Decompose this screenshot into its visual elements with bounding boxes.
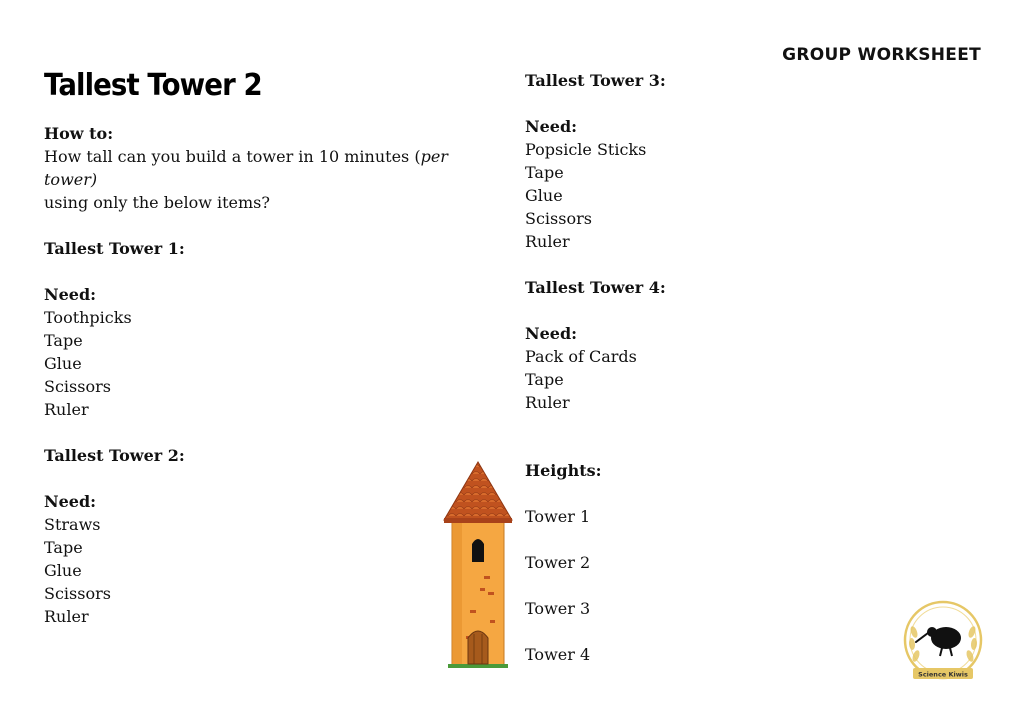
- tower-1-heading: Tallest Tower 1:: [44, 239, 185, 258]
- tower-2-need: Need:: [44, 492, 97, 511]
- intro-section: [44, 122, 484, 214]
- list-item: Pack of Cards: [525, 347, 637, 366]
- logo-text: Science Kiwis: [918, 670, 968, 679]
- tower-4-heading: Tallest Tower 4:: [525, 278, 666, 297]
- list-item: Scissors: [44, 584, 111, 603]
- worksheet-label: GROUP WORKSHEET: [782, 45, 981, 65]
- tower-3-need: Need:: [525, 117, 578, 136]
- list-item: Glue: [525, 186, 563, 205]
- heights-section: [525, 459, 602, 689]
- list-item: Glue: [44, 354, 82, 373]
- list-item: Ruler: [44, 607, 89, 626]
- intro-heading: How to:: [44, 124, 114, 143]
- height-row-1: Tower 1: [525, 507, 591, 526]
- list-item: Straws: [44, 515, 101, 534]
- height-row-2: Tower 2: [525, 553, 591, 572]
- tower-4-need: Need:: [525, 324, 578, 343]
- height-row-3: Tower 3: [525, 599, 591, 618]
- tower-1-need: Need:: [44, 285, 97, 304]
- intro-text: How tall can you build a tower in 10 minutes (per tower) using only the below items?: [44, 147, 448, 212]
- tower-illustration: [440, 460, 516, 676]
- science-kiwis-logo: [898, 598, 988, 694]
- list-item: Tape: [525, 163, 564, 182]
- height-row-4: Tower 4: [525, 645, 591, 664]
- heights-heading: Heights:: [525, 461, 602, 480]
- page-title: Tallest Tower 2: [44, 68, 262, 103]
- intro-italic: per tower): [44, 147, 448, 189]
- list-item: Scissors: [44, 377, 111, 396]
- list-item: Tape: [44, 538, 83, 557]
- left-column: [44, 237, 185, 628]
- tower-2-heading: Tallest Tower 2:: [44, 446, 185, 465]
- list-item: Popsicle Sticks: [525, 140, 647, 159]
- tower-3-heading: Tallest Tower 3:: [525, 71, 666, 90]
- list-item: Tape: [525, 370, 564, 389]
- right-column: [525, 69, 666, 414]
- list-item: Toothpicks: [44, 308, 132, 327]
- list-item: Ruler: [525, 232, 570, 251]
- list-item: Ruler: [44, 400, 89, 419]
- list-item: Scissors: [525, 209, 592, 228]
- list-item: Ruler: [525, 393, 570, 412]
- list-item: Tape: [44, 331, 83, 350]
- list-item: Glue: [44, 561, 82, 580]
